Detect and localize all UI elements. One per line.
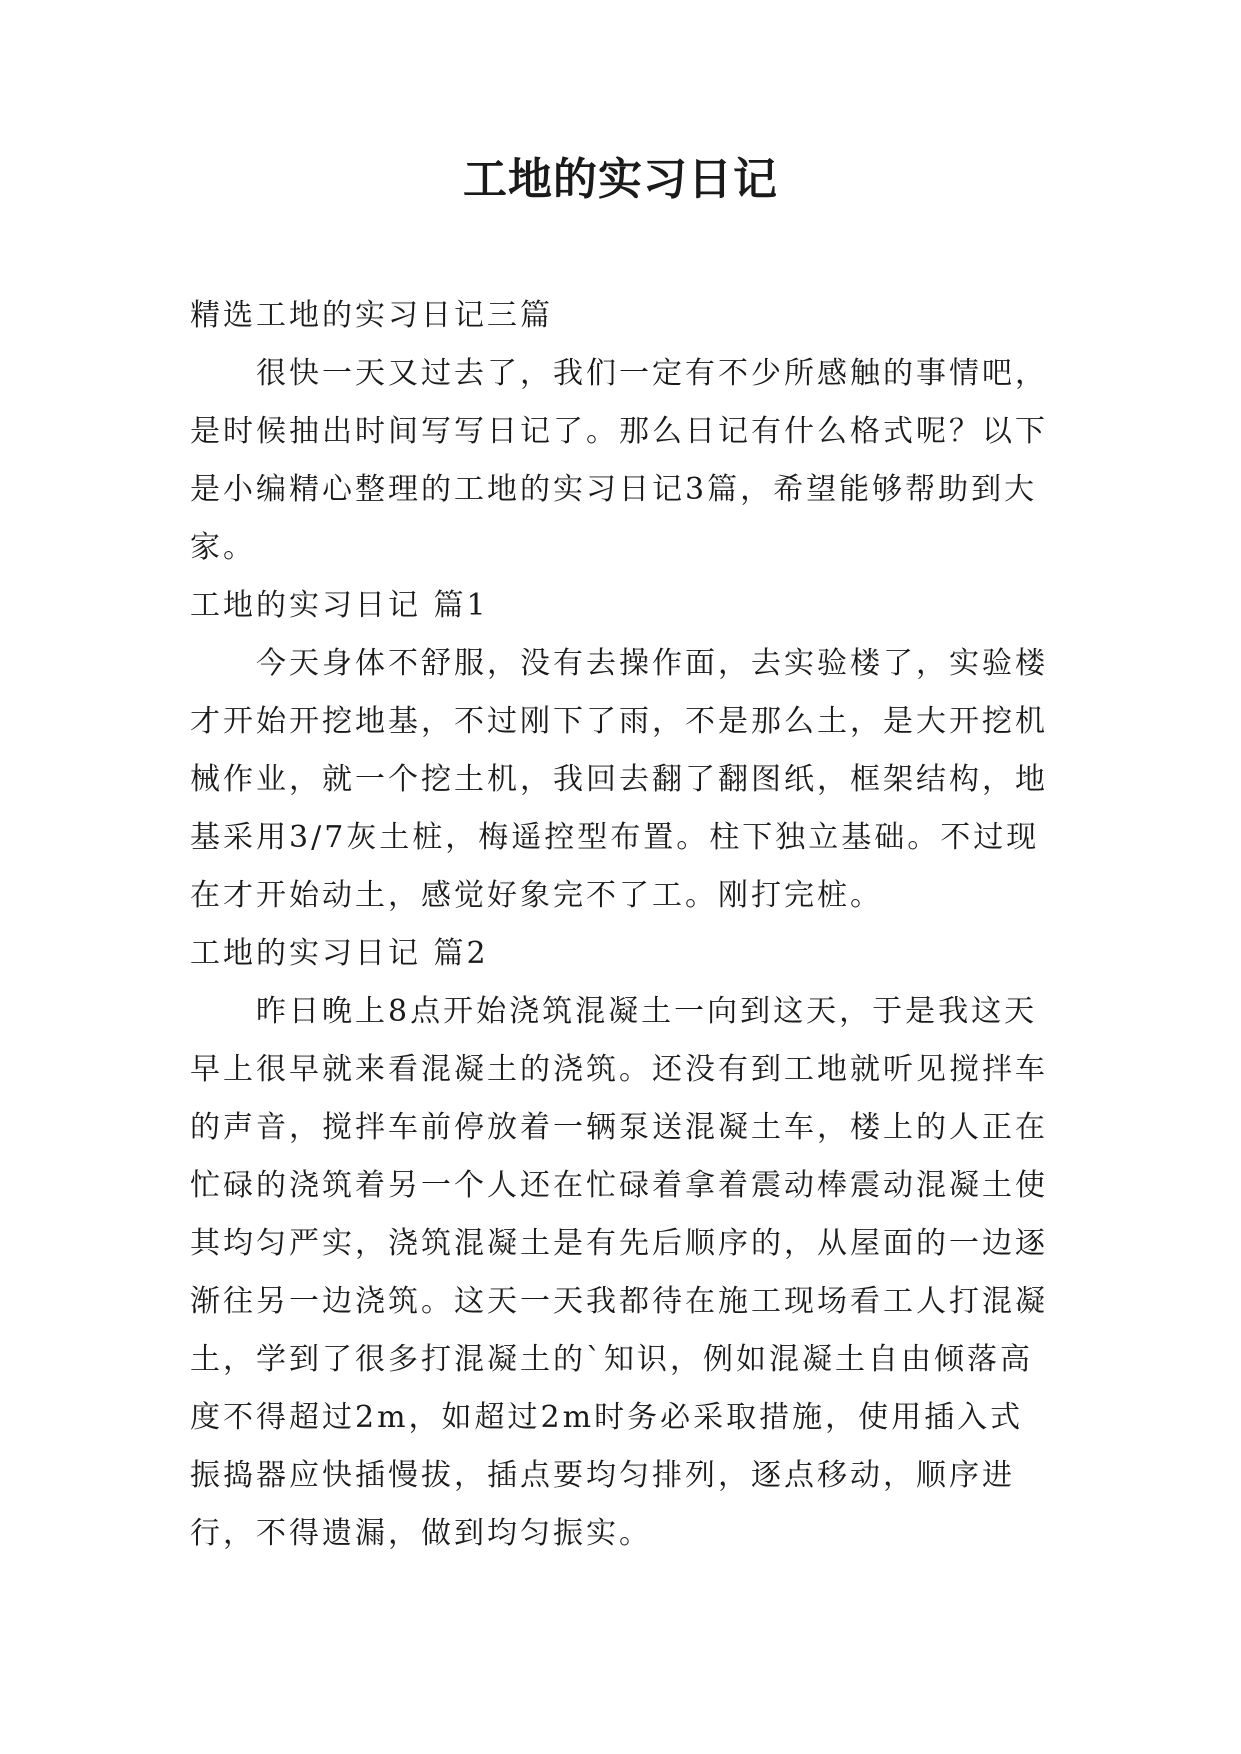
section-paragraph-1: 今天身体不舒服，没有去操作面，去实验楼了，实验楼才开始开挖地基，不过刚下了雨，不是那么土，是大开挖机械作业，就一个挖土机，我回去翻了翻图纸，框架结构，地基采用3/7灰土桩，梅遥控型布置。柱下独立基础。不过现在才开始动土，感觉好象完不了工。刚打完桩。 xyxy=(190,646,1048,913)
document-title: 工地的实习日记 xyxy=(463,154,778,205)
section-heading-2: 工地的实习日记 篇2 xyxy=(190,936,489,971)
section-heading-1: 工地的实习日记 篇1 xyxy=(190,588,489,623)
intro-paragraph: 很快一天又过去了，我们一定有不少所感触的事情吧，是时候抽出时间写写日记了。那么日记有什么格式呢？以下是小编精心整理的工地的实习日记3篇，希望能够帮助到大家。 xyxy=(190,356,1048,565)
document-body xyxy=(190,287,1054,1563)
document-subtitle: 精选工地的实习日记三篇 xyxy=(190,298,553,333)
section-paragraph-2: 昨日晚上8点开始浇筑混凝土一向到这天，于是我这天早上很早就来看混凝土的浇筑。还没有到工地就听见搅拌车的声音，搅拌车前停放着一辆泵送混凝土车，楼上的人正在忙碌的浇筑着另一个人还在忙碌着拿着震动棒震动混凝土使其均匀严实，浇筑混凝土是有先后顺序的，从屋面的一边逐渐往另一边浇筑。这天一天我都待在施工现场看工人打混凝土，学到了很多打混凝土的`知识，例如混凝土自由倾落高度不得超过2m，如超过2m时务必采取措施，使用插入式振捣器应快插慢拔，插点要均匀排列，逐点移动，顺序进行，不得遗漏，做到均匀振实。 xyxy=(190,994,1048,1551)
